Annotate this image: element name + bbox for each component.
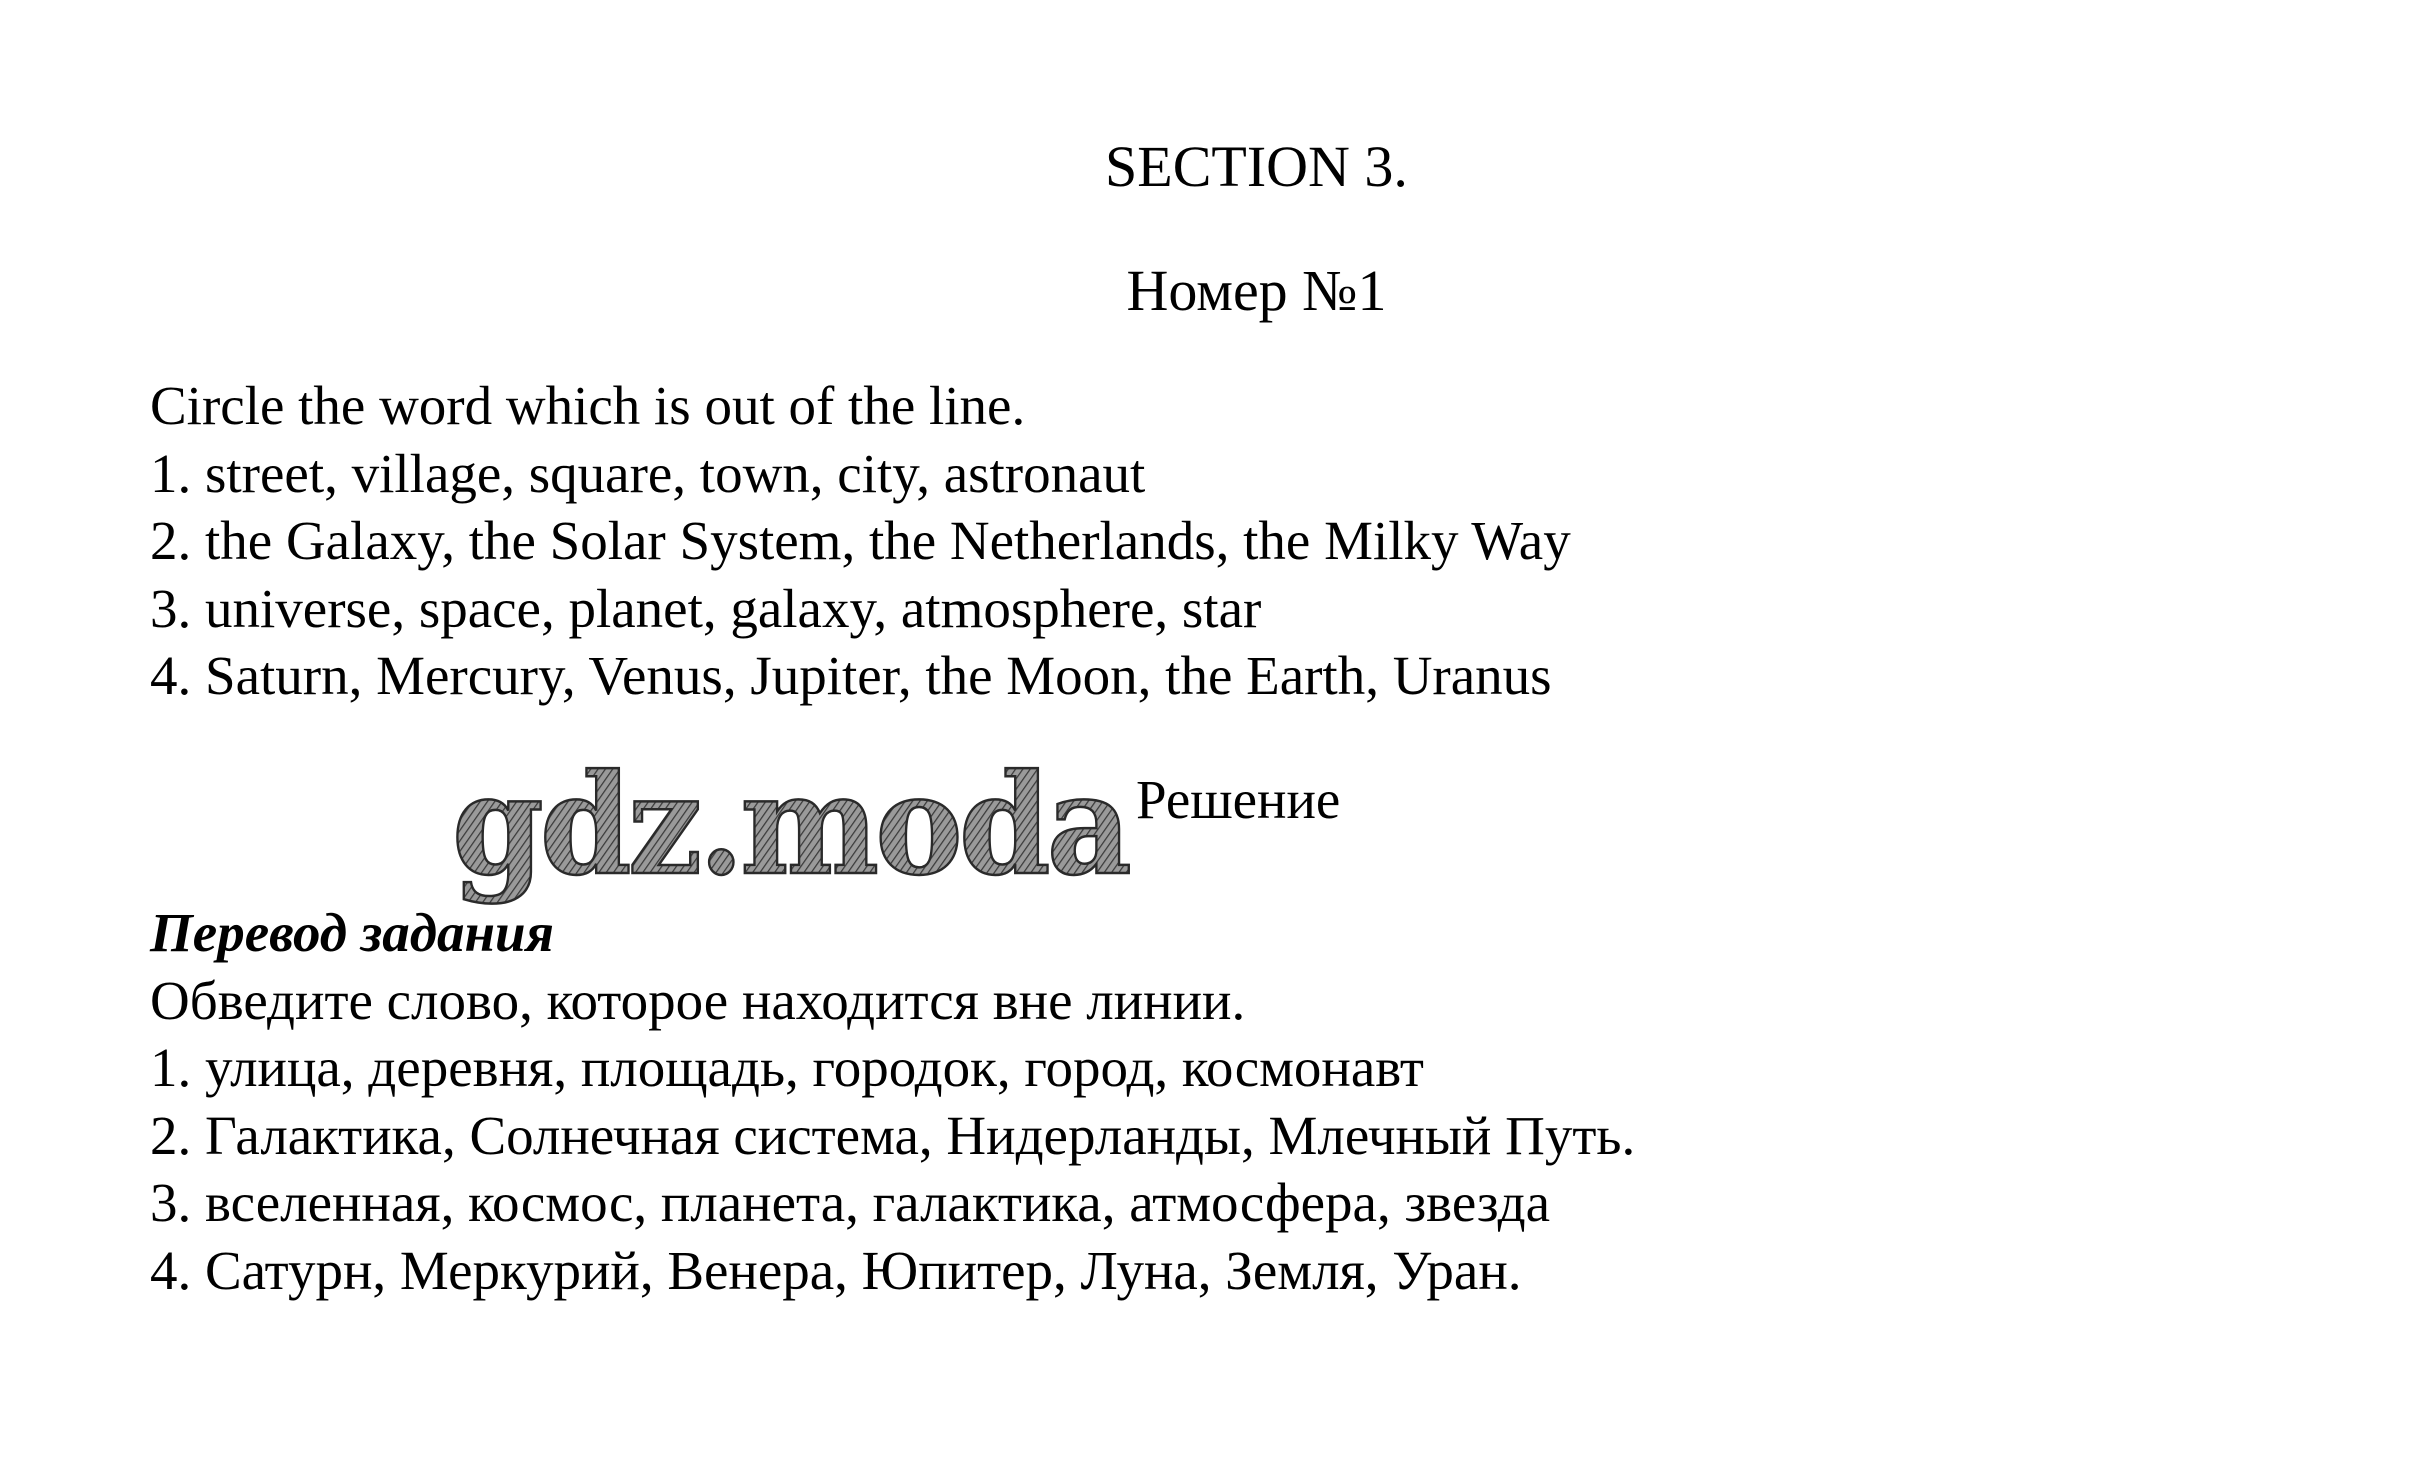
section-title: SECTION 3. [1105,134,1408,199]
task-item-2: 2. the Galaxy, the Solar System, the Netherlands, the Milky Way [150,510,1571,571]
task-block [150,372,1571,710]
task-item-4: 4. Saturn, Mercury, Venus, Jupiter, the Moon, the Earth, Uranus [150,645,1552,706]
translation-item-2: 2. Галактика, Солнечная система, Нидерланды, Млечный Путь. [150,1104,1636,1166]
translation-item-1: 1. улица, деревня, площадь, городок, город, космонавт [150,1037,1424,1098]
translation-block [150,899,1635,1304]
task-item-1: 1. street, village, square, town, city, astronaut [150,442,1146,504]
translation-instruction: Обведите слово, которое находится вне линии. [150,969,1246,1031]
gdz-moda-logo-icon [446,755,1136,915]
translation-item-3: 3. вселенная, космос, планета, галактика, атмосфера, звезда [150,1172,1551,1233]
solution-label: Решение [1136,769,1341,830]
translation-heading: Перевод задания [150,902,554,963]
translation-item-4: 4. Сатурн, Меркурий, Венера, Юпитер, Луна, Земля, Уран. [150,1239,1522,1301]
task-number: Номер №1 [1126,258,1387,323]
svg-text:gdz.moda: gdz.moda [452,755,1130,906]
task-instruction: Circle the word which is out of the line. [150,375,1026,436]
task-item-3: 3. universe, space, planet, galaxy, atmosphere, star [150,577,1262,639]
